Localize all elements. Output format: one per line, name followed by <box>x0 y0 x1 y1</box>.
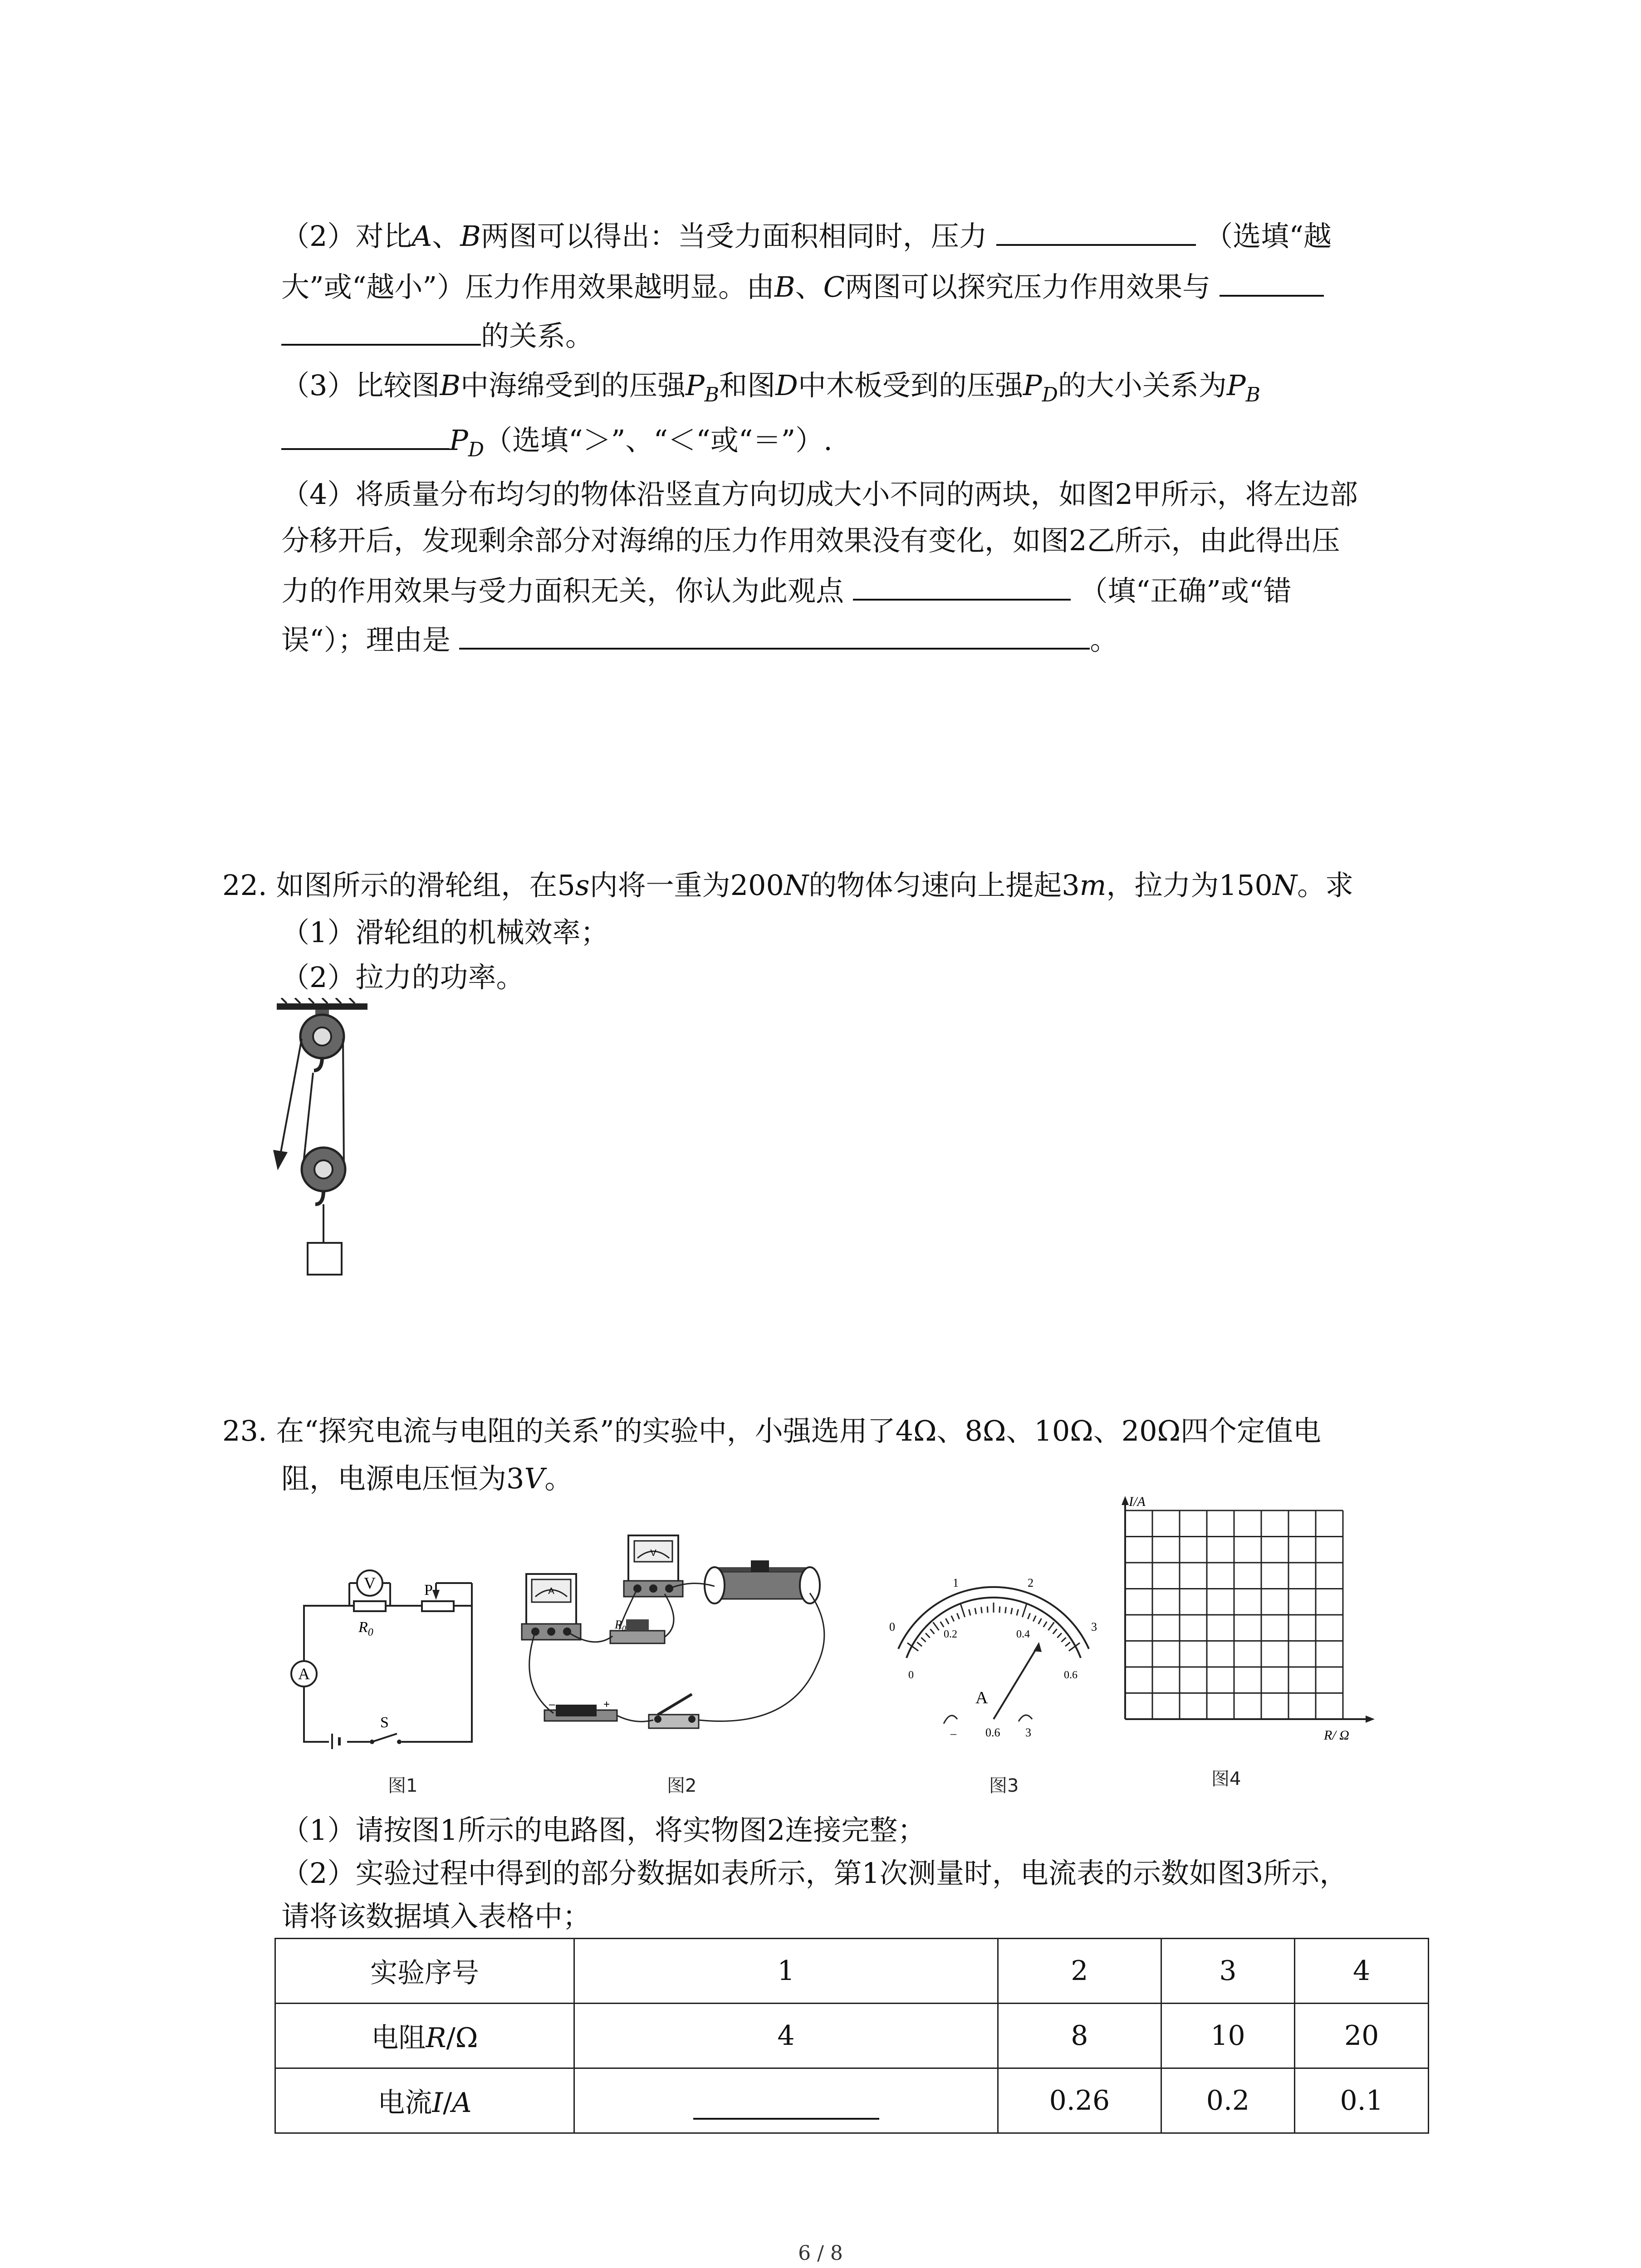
resistor-r0-device <box>610 1618 665 1643</box>
dial-tick <box>926 1633 930 1637</box>
svg-text:0.4: 0.4 <box>1016 1628 1030 1640</box>
dial-tick <box>1057 1633 1062 1637</box>
ammeter-dial-fig3 <box>880 1569 1107 1751</box>
table-cell: 20 <box>1295 2004 1429 2068</box>
q21-p4-line2: 分移开后，发现剩余部分对海绵的压力作用效果没有变化，如图2乙所示，由此得出压 <box>281 524 1340 557</box>
svg-text:A: A <box>548 1586 554 1596</box>
dial-tick <box>941 1622 944 1627</box>
answer-blank-current[interactable] <box>693 2100 879 2120</box>
q21-p3-line1: （3）比较图B中海绵受到的压强$P_B$和图D中木板受到的压强$P_D$的大小关系为$P_B$ <box>281 369 1260 406</box>
q23-line1: 23. 在“探究电流与电阻的关系”的实验中，小强选用了4Ω、8Ω、10Ω、20Ω四个定值电 <box>222 1414 1321 1447</box>
answer-blank-pressure[interactable] <box>996 218 1196 246</box>
fig1-caption: 图1 <box>388 1775 418 1796</box>
table-cell: 实验序号 <box>275 1939 574 2004</box>
svg-text:0.2: 0.2 <box>944 1628 957 1640</box>
dial-tick <box>1017 1609 1018 1616</box>
dial-tick <box>1028 1613 1030 1619</box>
fig2-caption: 图2 <box>667 1775 697 1796</box>
battery-device <box>544 1698 617 1721</box>
svg-text:0: 0 <box>908 1669 914 1681</box>
dial-tick <box>975 1608 976 1614</box>
rheostat <box>422 1601 454 1611</box>
table-cell: 2 <box>998 1939 1161 2004</box>
svg-text:3: 3 <box>1091 1620 1097 1633</box>
dial-tick <box>957 1613 959 1619</box>
page-number: 6 / 8 <box>798 2242 843 2265</box>
table-cell: 8 <box>998 2004 1161 2068</box>
svg-text:0: 0 <box>889 1620 895 1633</box>
dial-tick <box>930 1629 934 1634</box>
dial-tick <box>1048 1622 1054 1630</box>
q21-p4-line3: 力的作用效果与受力面积无关，你认为此观点 （填“正确”或“错 <box>281 572 1292 609</box>
svg-text:V: V <box>364 1574 376 1592</box>
fixed-pulley <box>300 1015 344 1070</box>
grid-graph-fig4 <box>1102 1492 1388 1746</box>
dial-tick <box>987 1606 988 1613</box>
table-row <box>275 2068 1429 2133</box>
table-cell: 电流I/A <box>275 2068 574 2133</box>
table-cell: 4 <box>574 2004 998 2068</box>
dial-tick <box>933 1622 939 1630</box>
ammeter-device <box>522 1574 581 1640</box>
svg-text:3: 3 <box>1025 1726 1031 1739</box>
answer-blank-compare[interactable] <box>281 422 449 450</box>
table-row <box>275 1939 1429 2004</box>
svg-text:R0: $R_0$ <box>358 1619 373 1638</box>
svg-text:P: P <box>424 1582 433 1598</box>
q22-line1: 22. 如图所示的滑轮组，在5s内将一重为200N的物体匀速向上提起3m，拉力为150N。求 <box>222 869 1354 902</box>
table-cell: 电阻R/Ω <box>275 2004 574 2068</box>
table-cell: 3 <box>1161 1939 1295 2004</box>
rheostat-device <box>705 1560 820 1603</box>
q21-p4-line1: （4）将质量分布均匀的物体沿竖直方向切成大小不同的两块，如图2甲所示，将左边部 <box>281 478 1358 511</box>
q23-line2: 阻，电源电压恒为3V。 <box>281 1462 573 1495</box>
q21-p2-line3: 的关系。 <box>281 318 593 354</box>
svg-text:A: A <box>975 1688 988 1707</box>
svg-text:+: + <box>603 1698 610 1711</box>
dial-tick <box>1061 1637 1066 1642</box>
dial-tick <box>1065 1642 1070 1646</box>
fig4-caption: 图4 <box>1211 1769 1241 1789</box>
dial-tick <box>1005 1607 1006 1613</box>
q21-p2-line1: （2）对比A、B两图可以得出：当受力面积相同时，压力 （选填“越 <box>281 218 1332 254</box>
svg-text:R/ Ω: R/ Ω <box>1324 1728 1349 1743</box>
table-cell: 10 <box>1161 2004 1295 2068</box>
table-cell: 4 <box>1295 1939 1429 2004</box>
switch-device <box>649 1694 699 1728</box>
q22-line3: （2）拉力的功率。 <box>281 961 524 994</box>
answer-blank-opinion[interactable] <box>853 572 1071 601</box>
dial-tick <box>921 1637 926 1642</box>
q23-subq2-line2: 请将该数据填入表格中； <box>281 1900 591 1933</box>
table-row <box>275 2004 1429 2068</box>
table-cell <box>574 2068 998 2133</box>
dial-needle <box>994 1644 1039 1719</box>
dial-tick <box>981 1607 982 1613</box>
q21-p2-line2: 大”或“越小”）压力作用效果越明显。由B、C两图可以探究压力作用效果与 <box>281 269 1324 305</box>
answer-blank-reason[interactable] <box>459 621 1090 650</box>
q21-p4-line4: 误“）；理由是 。 <box>281 621 1118 658</box>
svg-text:–: – <box>950 1727 956 1740</box>
dial-tick <box>1011 1608 1012 1614</box>
answer-blank-relation-a[interactable] <box>1220 269 1324 297</box>
dial-tick <box>951 1616 954 1622</box>
data-table <box>274 1938 1429 2134</box>
q23-subq2-line1: （2）实验过程中得到的部分数据如表所示，第1次测量时，电流表的示数如图3所示， <box>281 1857 1348 1890</box>
svg-text:0.6: 0.6 <box>1064 1669 1078 1681</box>
circuit-diagram-fig1 <box>281 1565 481 1755</box>
dial-tick <box>945 1618 949 1624</box>
dial-tick <box>1033 1616 1036 1622</box>
svg-text:S: S <box>380 1714 389 1731</box>
grid-lines <box>1125 1510 1343 1719</box>
table-cell: 0.1 <box>1295 2068 1429 2133</box>
table-cell: 0.2 <box>1161 2068 1295 2133</box>
dial-ticks <box>907 1603 1080 1651</box>
svg-text:0.6: 0.6 <box>985 1726 1000 1739</box>
svg-text:R0: $R_0$ <box>615 1618 626 1633</box>
pulley-system-figure <box>268 998 386 1293</box>
svg-text:2: 2 <box>1028 1576 1034 1589</box>
q23-subq1: （1）请按图1所示的电路图，将实物图2连接完整； <box>281 1813 926 1847</box>
dial-tick <box>1038 1618 1042 1624</box>
q21-p3-line2: $P_D$（选填“＞”、“＜“或“＝”）. <box>281 422 833 468</box>
load-block <box>308 1243 342 1275</box>
dial-scale <box>898 1587 1089 1658</box>
dial-tick <box>917 1642 922 1646</box>
svg-text:1: 1 <box>953 1576 959 1589</box>
svg-text:V: V <box>650 1548 656 1558</box>
movable-pulley <box>302 1148 345 1243</box>
svg-text:–: – <box>549 1698 555 1711</box>
dial-tick <box>1053 1629 1057 1634</box>
table-cell: 1 <box>574 1939 998 2004</box>
svg-text:I/A: I/A <box>1129 1494 1146 1509</box>
q22-line2: （1）滑轮组的机械效率； <box>281 916 609 949</box>
dial-tick <box>960 1604 965 1618</box>
table-cell: 0.26 <box>998 2068 1161 2133</box>
fixed-resistor-r0 <box>354 1601 386 1611</box>
dial-tick <box>1043 1622 1047 1627</box>
dial-tick <box>1022 1604 1026 1618</box>
fig3-caption: 图3 <box>989 1775 1019 1796</box>
dial-tick <box>999 1606 1000 1613</box>
answer-blank-relation-b[interactable] <box>281 318 481 346</box>
svg-text:A: A <box>298 1665 310 1683</box>
physical-setup-fig2 <box>513 1533 871 1751</box>
dial-tick <box>969 1609 970 1616</box>
